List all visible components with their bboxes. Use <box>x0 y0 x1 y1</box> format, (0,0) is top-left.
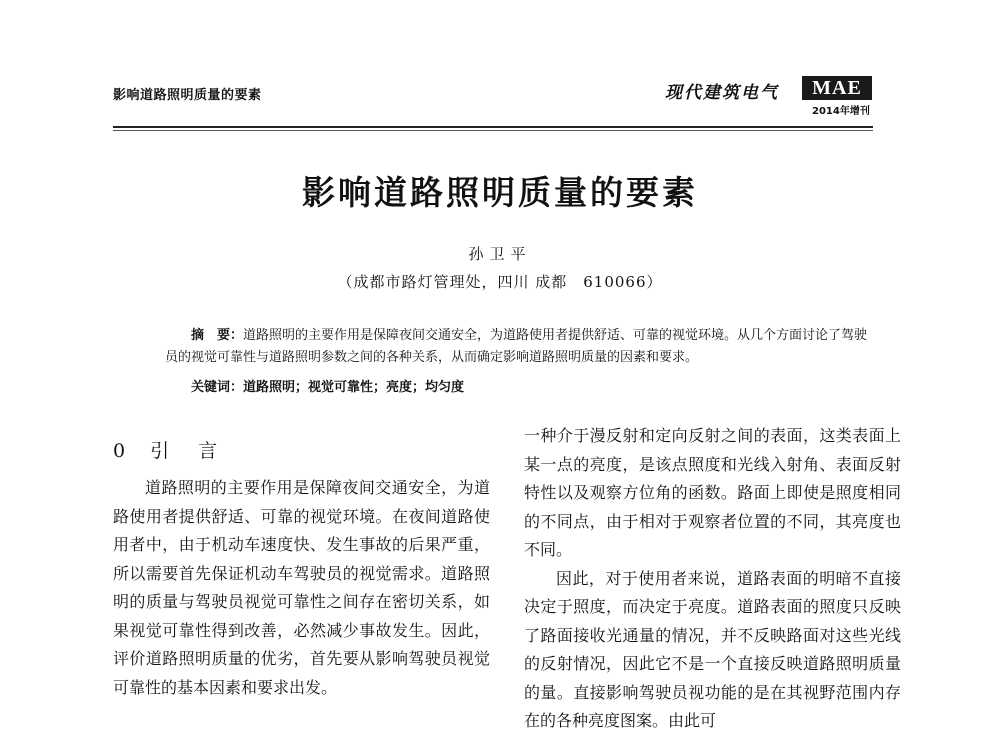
author-affiliation: （成都市路灯管理处，四川 成都 610066） <box>337 273 663 291</box>
section-number: 0 <box>113 440 129 462</box>
section-heading-introduction <box>113 436 220 463</box>
journal-logo: MAE <box>802 76 872 100</box>
body-paragraph: 一种介于漫反射和定向反射之间的表面，这类表面上某一点的亮度，是该点照度和光线入射角、表面反射特性以及观察方位角的函数。路面上即使是照度相同的不同点，由于相对于观察者位置的不同，其亮度也不同。 <box>524 426 901 559</box>
section-title-char-1: 引 <box>150 440 173 462</box>
body-paragraph: 道路照明的主要作用是保障夜间交通安全，为道路使用者提供舒适、可靠的视觉环境。在夜间道路使用者中，由于机动车速度快、发生事故的后果严重，所以需要首先保证机动车驾驶员的视觉需求。道路照明的质量与驾驶员视觉可靠性之间存在密切关系，如果视觉可靠性得到改善，必然减少事故发生。因此，评价道路照明质量的优劣，首先要从影响驾驶员视觉可靠性的基本因素和要求出发。 <box>113 478 490 697</box>
keywords-label: 关键词： <box>191 380 244 395</box>
journal-name: 现代建筑电气 <box>665 83 779 103</box>
body-column-left <box>113 474 490 702</box>
body-paragraph: 因此，对于使用者来说，道路表面的明暗不直接决定于照度，而决定于亮度。道路表面的照度只反映了路面接收光通量的情况，并不反映路面对这些光线的反射情况，因此它不是一个直接反映道路照明质量的量。直接影响驾驶员视功能的是在其视野范围内存在的各种亮度图案。由此可 <box>524 568 901 730</box>
issue-label: 2014年增刊 <box>812 106 870 117</box>
author-name: 孙卫平 <box>468 245 532 263</box>
keywords-text: 道路照明；视觉可靠性；亮度；均匀度 <box>243 380 465 395</box>
section-title-char-2: 言 <box>198 440 221 462</box>
running-head-title: 影响道路照明质量的要素 <box>113 88 262 103</box>
article-title: 影响道路照明质量的要素 <box>302 173 698 212</box>
header-rule <box>113 126 873 128</box>
keywords <box>191 376 464 395</box>
abstract <box>165 325 870 369</box>
header-rule-thin <box>113 130 873 131</box>
abstract-label: 摘 要： <box>191 328 244 343</box>
body-column-right <box>524 422 901 736</box>
abstract-text: 道路照明的主要作用是保障夜间交通安全，为道路使用者提供舒适、可靠的视觉环境。从几个方面讨论了驾驶员的视觉可靠性与道路照明参数之间的各种关系，从而确定影响道路照明质量的因素和要求。 <box>165 328 868 365</box>
